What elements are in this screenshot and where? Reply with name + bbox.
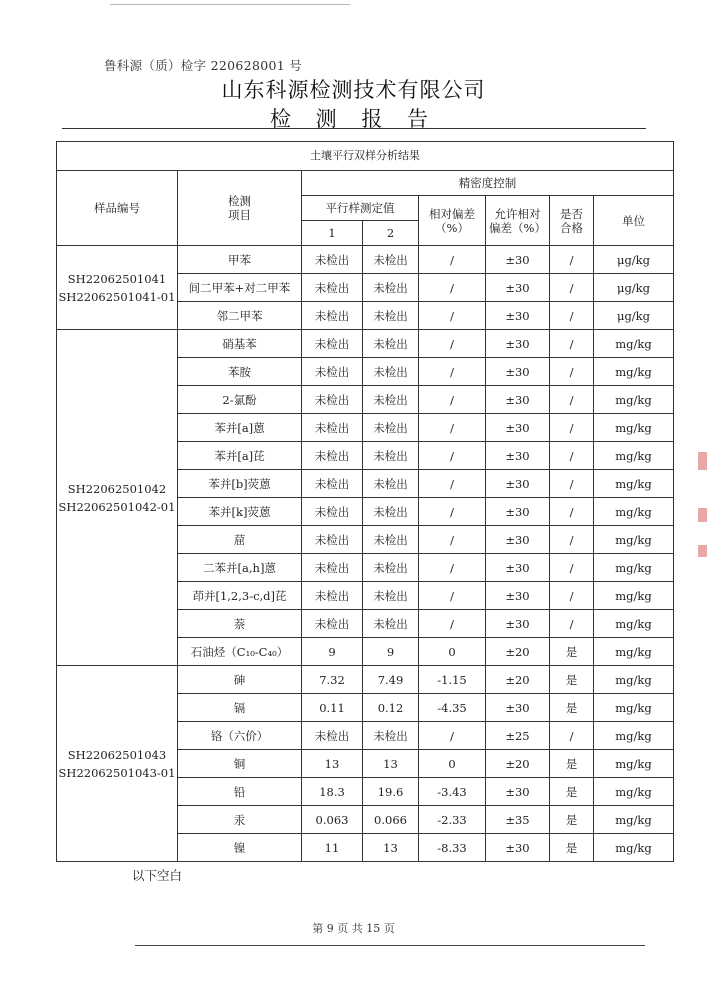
allowed-deviation-cell: ±30 (486, 302, 550, 330)
parallel-value-2-cell: 未检出 (363, 246, 419, 274)
parallel-value-1-cell: 未检出 (302, 526, 363, 554)
parallel-value-1-cell: 未检出 (302, 610, 363, 638)
unit-cell: mg/kg (594, 414, 674, 442)
parallel-value-2-cell: 7.49 (363, 666, 419, 694)
analyte-name-cell: 苯并[k]荧蒽 (178, 498, 302, 526)
unit-cell: mg/kg (594, 778, 674, 806)
relative-deviation-cell: / (419, 302, 486, 330)
report-title: 检 测 报 告 (269, 107, 438, 131)
parallel-value-1-cell: 11 (302, 834, 363, 862)
unit-cell: mg/kg (594, 722, 674, 750)
unit-cell: mg/kg (594, 358, 674, 386)
parallel-value-1-cell: 未检出 (302, 442, 363, 470)
parallel-value-1-cell: 未检出 (302, 498, 363, 526)
unit-cell: mg/kg (594, 554, 674, 582)
relative-deviation-cell: / (419, 442, 486, 470)
qualified-flag-cell: / (550, 246, 594, 274)
allowed-deviation-cell: ±30 (486, 498, 550, 526)
unit-cell: μg/kg (594, 302, 674, 330)
unit-cell: mg/kg (594, 694, 674, 722)
col-header-qualified: 是否 合格 (550, 196, 594, 246)
qualified-flag-cell: 是 (550, 638, 594, 666)
unit-cell: μg/kg (594, 246, 674, 274)
analyte-name-cell: 汞 (178, 806, 302, 834)
parallel-value-1-cell: 未检出 (302, 330, 363, 358)
relative-deviation-cell: -4.35 (419, 694, 486, 722)
unit-cell: mg/kg (594, 470, 674, 498)
parallel-value-2-cell: 未检出 (363, 330, 419, 358)
allowed-deviation-cell: ±30 (486, 554, 550, 582)
qualified-flag-cell: 是 (550, 778, 594, 806)
unit-cell: mg/kg (594, 330, 674, 358)
parallel-value-2-cell: 未检出 (363, 554, 419, 582)
results-table-frame (56, 141, 673, 863)
parallel-value-1-cell: 未检出 (302, 470, 363, 498)
parallel-value-1-cell: 未检出 (302, 274, 363, 302)
analyte-name-cell: 石油烃（C₁₀-C₄₀） (178, 638, 302, 666)
col-header-allowed-deviation: 允许相对 偏差（%） (486, 196, 550, 246)
qualified-flag-cell: / (550, 330, 594, 358)
table-row (57, 666, 674, 694)
relative-deviation-cell: 0 (419, 638, 486, 666)
sample-id-cell: SH22062501043 SH22062501043-01 (57, 666, 178, 862)
qualified-flag-cell: / (550, 274, 594, 302)
allowed-deviation-cell: ±30 (486, 526, 550, 554)
parallel-value-2-cell: 0.066 (363, 806, 419, 834)
relative-deviation-cell: / (419, 722, 486, 750)
sample-id-cell: SH22062501042 SH22062501042-01 (57, 330, 178, 666)
allowed-deviation-cell: ±30 (486, 582, 550, 610)
parallel-value-1-cell: 未检出 (302, 386, 363, 414)
unit-cell: mg/kg (594, 638, 674, 666)
analyte-name-cell: 䓛 (178, 526, 302, 554)
parallel-value-2-cell: 未检出 (363, 526, 419, 554)
relative-deviation-cell: / (419, 582, 486, 610)
parallel-value-1-cell: 9 (302, 638, 363, 666)
relative-deviation-cell: / (419, 330, 486, 358)
unit-cell: mg/kg (594, 834, 674, 862)
parallel-value-1-cell: 未检出 (302, 302, 363, 330)
parallel-value-2-cell: 0.12 (363, 694, 419, 722)
allowed-deviation-cell: ±30 (486, 246, 550, 274)
qualified-flag-cell: 是 (550, 806, 594, 834)
col-header-sample-id: 样品编号 (57, 171, 178, 246)
qualified-flag-cell: 是 (550, 694, 594, 722)
analyte-name-cell: 苯并[a]芘 (178, 442, 302, 470)
parallel-value-2-cell: 19.6 (363, 778, 419, 806)
relative-deviation-cell: 0 (419, 750, 486, 778)
analyte-name-cell: 镍 (178, 834, 302, 862)
qualified-flag-cell: / (550, 470, 594, 498)
qualified-flag-cell: 是 (550, 750, 594, 778)
analyte-name-cell: 镉 (178, 694, 302, 722)
allowed-deviation-cell: ±30 (486, 414, 550, 442)
col-header-item: 检测 项目 (178, 171, 302, 246)
analyte-name-cell: 萘 (178, 610, 302, 638)
parallel-value-1-cell: 未检出 (302, 414, 363, 442)
analyte-name-cell: 铅 (178, 778, 302, 806)
company-name: 山东科源检测技术有限公司 (221, 78, 486, 102)
relative-deviation-cell: -3.43 (419, 778, 486, 806)
results-table (56, 141, 674, 862)
analyte-name-cell: 间二甲苯+对二甲苯 (178, 274, 302, 302)
relative-deviation-cell: / (419, 526, 486, 554)
table-caption: 土壤平行双样分析结果 (57, 142, 674, 171)
qualified-flag-cell: / (550, 442, 594, 470)
allowed-deviation-cell: ±30 (486, 386, 550, 414)
relative-deviation-cell: -1.15 (419, 666, 486, 694)
parallel-value-2-cell: 未检出 (363, 274, 419, 302)
parallel-value-2-cell: 未检出 (363, 582, 419, 610)
report-number: 鲁科源（质）检字 220628001 号 (104, 58, 303, 73)
allowed-deviation-cell: ±30 (486, 610, 550, 638)
allowed-deviation-cell: ±30 (486, 358, 550, 386)
unit-cell: mg/kg (594, 526, 674, 554)
allowed-deviation-cell: ±30 (486, 274, 550, 302)
top-rule (110, 4, 350, 5)
parallel-value-1-cell: 0.11 (302, 694, 363, 722)
parallel-value-1-cell: 未检出 (302, 722, 363, 750)
relative-deviation-cell: / (419, 470, 486, 498)
edge-stamp-mark (698, 452, 707, 470)
table-row (57, 246, 674, 274)
analyte-name-cell: 茚并[1,2,3-c,d]芘 (178, 582, 302, 610)
unit-cell: mg/kg (594, 750, 674, 778)
parallel-value-2-cell: 未检出 (363, 498, 419, 526)
parallel-value-1-cell: 7.32 (302, 666, 363, 694)
allowed-deviation-cell: ±20 (486, 750, 550, 778)
parallel-value-2-cell: 未检出 (363, 722, 419, 750)
col-header-value-2: 2 (363, 221, 419, 246)
parallel-value-2-cell: 13 (363, 834, 419, 862)
unit-cell: mg/kg (594, 582, 674, 610)
allowed-deviation-cell: ±30 (486, 330, 550, 358)
page-number: 第 9 页 共 15 页 (312, 922, 395, 935)
sample-id-cell: SH22062501041 SH22062501041-01 (57, 246, 178, 330)
analyte-name-cell: 硝基苯 (178, 330, 302, 358)
allowed-deviation-cell: ±30 (486, 834, 550, 862)
qualified-flag-cell: / (550, 526, 594, 554)
relative-deviation-cell: / (419, 414, 486, 442)
qualified-flag-cell: / (550, 722, 594, 750)
qualified-flag-cell: / (550, 610, 594, 638)
unit-cell: mg/kg (594, 806, 674, 834)
parallel-value-1-cell: 18.3 (302, 778, 363, 806)
table-row (57, 330, 674, 358)
parallel-value-2-cell: 未检出 (363, 302, 419, 330)
allowed-deviation-cell: ±30 (486, 694, 550, 722)
parallel-value-1-cell: 13 (302, 750, 363, 778)
analyte-name-cell: 苯并[a]蒽 (178, 414, 302, 442)
analyte-name-cell: 甲苯 (178, 246, 302, 274)
parallel-value-2-cell: 未检出 (363, 386, 419, 414)
analyte-name-cell: 2-氯酚 (178, 386, 302, 414)
qualified-flag-cell: / (550, 386, 594, 414)
parallel-value-2-cell: 13 (363, 750, 419, 778)
analyte-name-cell: 邻二甲苯 (178, 302, 302, 330)
analyte-name-cell: 铬（六价） (178, 722, 302, 750)
analyte-name-cell: 二苯并[a,h]蒽 (178, 554, 302, 582)
parallel-value-1-cell: 未检出 (302, 582, 363, 610)
unit-cell: mg/kg (594, 666, 674, 694)
unit-cell: mg/kg (594, 442, 674, 470)
relative-deviation-cell: / (419, 498, 486, 526)
parallel-value-2-cell: 未检出 (363, 470, 419, 498)
qualified-flag-cell: 是 (550, 666, 594, 694)
parallel-value-2-cell: 未检出 (363, 610, 419, 638)
unit-cell: mg/kg (594, 498, 674, 526)
col-header-value-1: 1 (302, 221, 363, 246)
header-divider (62, 128, 646, 129)
relative-deviation-cell: / (419, 246, 486, 274)
col-header-relative-deviation: 相对偏差 （%） (419, 196, 486, 246)
relative-deviation-cell: / (419, 554, 486, 582)
allowed-deviation-cell: ±30 (486, 778, 550, 806)
parallel-value-1-cell: 未检出 (302, 246, 363, 274)
parallel-value-2-cell: 未检出 (363, 358, 419, 386)
qualified-flag-cell: 是 (550, 834, 594, 862)
edge-stamp-mark (698, 545, 707, 557)
relative-deviation-cell: -2.33 (419, 806, 486, 834)
unit-cell: mg/kg (594, 610, 674, 638)
qualified-flag-cell: / (550, 302, 594, 330)
analyte-name-cell: 苯胺 (178, 358, 302, 386)
unit-cell: mg/kg (594, 386, 674, 414)
parallel-value-1-cell: 未检出 (302, 554, 363, 582)
blank-below-note: 以下空白 (132, 868, 183, 883)
qualified-flag-cell: / (550, 554, 594, 582)
relative-deviation-cell: / (419, 610, 486, 638)
parallel-value-1-cell: 0.063 (302, 806, 363, 834)
qualified-flag-cell: / (550, 358, 594, 386)
analyte-name-cell: 砷 (178, 666, 302, 694)
relative-deviation-cell: -8.33 (419, 834, 486, 862)
analyte-name-cell: 铜 (178, 750, 302, 778)
unit-cell: μg/kg (594, 274, 674, 302)
allowed-deviation-cell: ±25 (486, 722, 550, 750)
parallel-value-2-cell: 未检出 (363, 442, 419, 470)
col-header-precision-control: 精密度控制 (302, 171, 674, 196)
col-header-unit: 单位 (594, 196, 674, 246)
footer-divider (135, 945, 645, 946)
parallel-value-2-cell: 9 (363, 638, 419, 666)
allowed-deviation-cell: ±35 (486, 806, 550, 834)
relative-deviation-cell: / (419, 274, 486, 302)
analyte-name-cell: 苯并[b]荧蒽 (178, 470, 302, 498)
allowed-deviation-cell: ±20 (486, 666, 550, 694)
col-header-parallel-values: 平行样测定值 (302, 196, 419, 221)
relative-deviation-cell: / (419, 386, 486, 414)
allowed-deviation-cell: ±30 (486, 442, 550, 470)
edge-stamp-mark (698, 508, 707, 522)
allowed-deviation-cell: ±20 (486, 638, 550, 666)
qualified-flag-cell: / (550, 582, 594, 610)
qualified-flag-cell: / (550, 414, 594, 442)
parallel-value-1-cell: 未检出 (302, 358, 363, 386)
qualified-flag-cell: / (550, 498, 594, 526)
relative-deviation-cell: / (419, 358, 486, 386)
allowed-deviation-cell: ±30 (486, 470, 550, 498)
parallel-value-2-cell: 未检出 (363, 414, 419, 442)
